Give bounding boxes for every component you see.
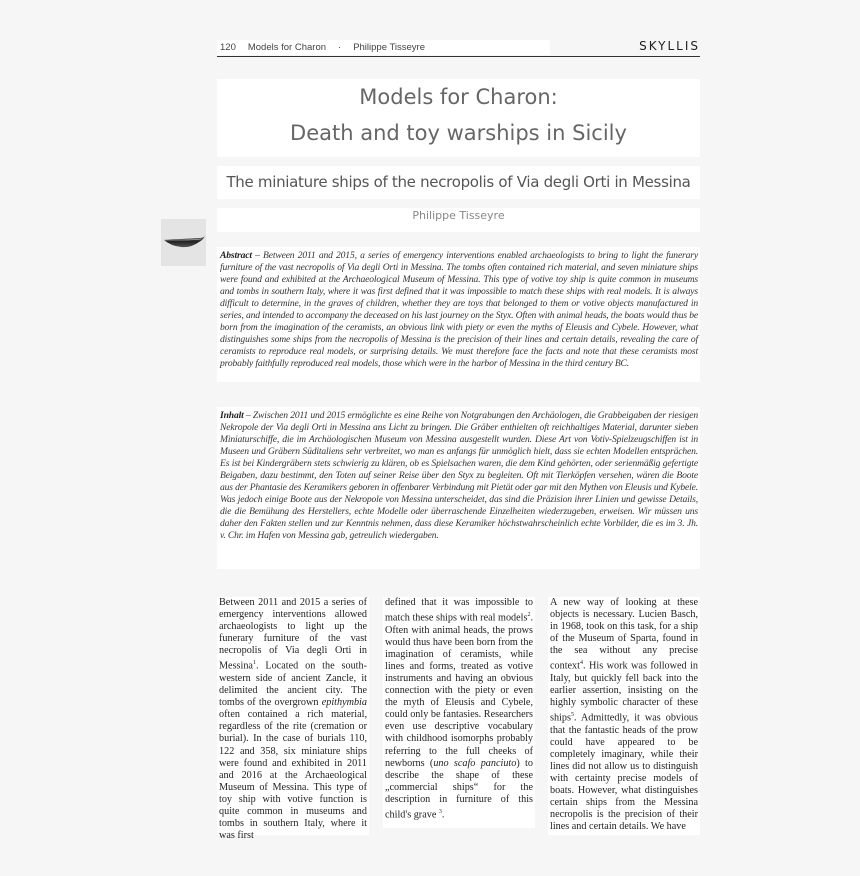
footnote-ref[interactable]: 4 bbox=[580, 660, 583, 667]
body-paragraph bbox=[385, 597, 533, 821]
footnote-ref[interactable]: 3 bbox=[438, 808, 442, 815]
body-text: . Located on the south-western side of ancient Zancle, it delimited the ancient city. The tombs of the overgrown bbox=[219, 660, 367, 709]
body-text: . bbox=[441, 809, 445, 821]
author-block bbox=[217, 208, 700, 232]
title-line-2: Death and toy warships in Sicily bbox=[290, 121, 627, 145]
title-line-1: Models for Charon: bbox=[359, 85, 558, 109]
header-author: Philippe Tisseyre bbox=[353, 42, 425, 53]
abstract-section bbox=[217, 247, 700, 382]
abstract-dash: – bbox=[251, 250, 263, 261]
subtitle-block bbox=[217, 166, 700, 199]
author-name: Philippe Tisseyre bbox=[412, 209, 505, 222]
body-paragraph bbox=[550, 597, 698, 834]
running-header bbox=[217, 40, 700, 57]
body-text: Between 2011 and 2015 a series of emergency interventions allowed archaeologists to light up the funerary furniture of the vast necropolis of Via degli Orti in Messina bbox=[219, 597, 367, 672]
body-text: . Often with animal heads, the prows would thus have been born from the imagination of ceramists, while lines and forms, treated as votive instruments and having an obvious connection with the piety or even the myth of Eleusis and Cybele, could only be fantasies. Researchers even use descriptive vocabulary with childhood isomorphs probably referring to the full cheeks of newborns ( bbox=[385, 612, 533, 769]
abstract-paragraph bbox=[217, 247, 700, 370]
body-text: ) to describe the shape of these „commercial ships“ for the description in furniture of this child's grave bbox=[385, 757, 533, 821]
abstract-label: Abstract bbox=[220, 250, 252, 261]
body-column-2 bbox=[383, 597, 535, 828]
abstract-text: Between 2011 and 2015, a series of emergency interventions enabled archaeologists to bring to light the funerary furniture of the vast necropolis of Via degli Orti in Messina. The tombs often contained rich material, and seven miniature ships were found and exhibited at the Archaeological Museum of Messina. This type of votive toy ship is quite common in museums and tombs in southern Italy, where it was first defined that it was impossible to match these ships with real models. It is always difficult to determine, in the graves of children, whether they are toys that belonged to them or votive objects manufactured in series, and intended to accompany the deceased on his last journey on the Styx. Often with animal heads, the boats would thus be born from the imagination of the ceramists, an obvious link with piety or even the myths of Eleusis and Cybele. However, what distinguishes some ships from the necropolis of Messina is the precision of their lines and certain details, revealing the care of ceramists to reproduce real models, or surprising details. We must therefore face the facts and note that these ceramists most probably faithfully reproduced real models, those which were in the harbor of Messina in the third century BC. bbox=[220, 250, 698, 369]
body-paragraph bbox=[219, 597, 367, 842]
header-separator: · bbox=[338, 42, 342, 53]
page-number: 120 bbox=[220, 42, 236, 53]
body-column-1 bbox=[217, 597, 369, 842]
body-text: . His work was followed in Italy, but quickly fell back into the earlier assertion, insisting on the highly symbolic character of these ships bbox=[550, 660, 698, 724]
subtitle: The miniature ships of the necropolis of Via degli Orti in Messina bbox=[226, 173, 691, 191]
footnote-ref[interactable]: 5 bbox=[570, 712, 574, 719]
inhalt-dash: – bbox=[243, 410, 253, 421]
running-header-left bbox=[217, 40, 550, 55]
short-title: Models for Charon bbox=[247, 42, 327, 53]
italic-term: epithymbia bbox=[321, 697, 367, 709]
body-text: defined that it was impossible to match these ships with real models bbox=[385, 597, 533, 624]
footnote-ref[interactable]: 2 bbox=[527, 612, 531, 619]
ship-model-thumbnail bbox=[161, 219, 206, 266]
title-block bbox=[217, 79, 700, 157]
body-text: . Admittedly, it was obvious that the fantastic heads of the prow could have appeared to be completely imaginary, while their lines did not allow us to distinguish with certainty precise models of boats. However, what distinguishes certain ships from the Messina necropolis is the precision of their lines and certain details. We have bbox=[550, 712, 698, 833]
ship-model-icon bbox=[161, 219, 206, 266]
body-text: often contained a rich material, regardless of the rite (cremation or burial). In the case of burials 110, 122 and 358, six miniature ships were found and exhibited in 2011 and 2016 at the Archaeological Museum of Messina. This type of toy ship with votive function is quite common in museums and tombs in southern Italy, where it was first bbox=[219, 709, 367, 842]
journal-logo: SKYLLIS bbox=[639, 39, 700, 53]
italic-term: uno scafo panciuto bbox=[433, 757, 517, 769]
inhalt-section bbox=[217, 407, 700, 569]
body-text: A new way of looking at these objects is necessary. Lucien Basch, in 1968, took on this task, for a ship of the Museum of Sparta, found in the sea without any precise context bbox=[550, 597, 698, 672]
inhalt-text: Zwischen 2011 und 2015 ermöglichte es eine Reihe von Notgrabungen den Archäologen, die Grabbeigaben der riesigen Nekropole der Via degli Orti in Messina ans Licht zu bringen. Die Gräber enthielten oft reichhaltiges Material, darunter sieben Miniaturschiffe, die im Archäologischen Museum von Messina ausgestellt wurden. Diese Art von Votiv-Spielzeugschiffen ist in Museen und Gräbern Süditaliens sehr verbreitet, wo man es anfangs für unmöglich hielt, dass sie echten Modellen entsprächen. Es ist bei Kindergräbern stets schwierig zu klären, ob es Spielsachen waren, die dem Kind gehörten, oder serienmäßig gefertigte Beigaben, dazu bestimmt, den Toten auf seiner Reise über den Styx zu begleiten. Oft mit Tierköpfen versehen, wären die Boote aus der Phantasie des Keramikers geboren in offenbarer Verbindung mit Pietät oder gar mit den Mythen von Eleusis und Kybele. Was jedoch einige Boote aus der Nekropole von Messina unterscheidet, das sind die Präzision ihrer Linien und gewisse Details, die die Bemühung des Herstellers, echte Modelle oder überraschende Einzelheiten wiederzugeben, erweisen. Wir müssen uns daher den Fakten stellen und zur Kenntnis nehmen, dass diese Keramiker höchstwahrscheinlich echte Vorbilder, die es im 3. Jh. v. Chr. im Hafen von Messina gab, getreulich wiedergaben. bbox=[220, 410, 698, 541]
inhalt-paragraph bbox=[217, 407, 700, 542]
body-column-3 bbox=[548, 597, 700, 835]
footnote-ref[interactable]: 1 bbox=[252, 660, 256, 667]
inhalt-label: Inhalt bbox=[220, 410, 244, 421]
